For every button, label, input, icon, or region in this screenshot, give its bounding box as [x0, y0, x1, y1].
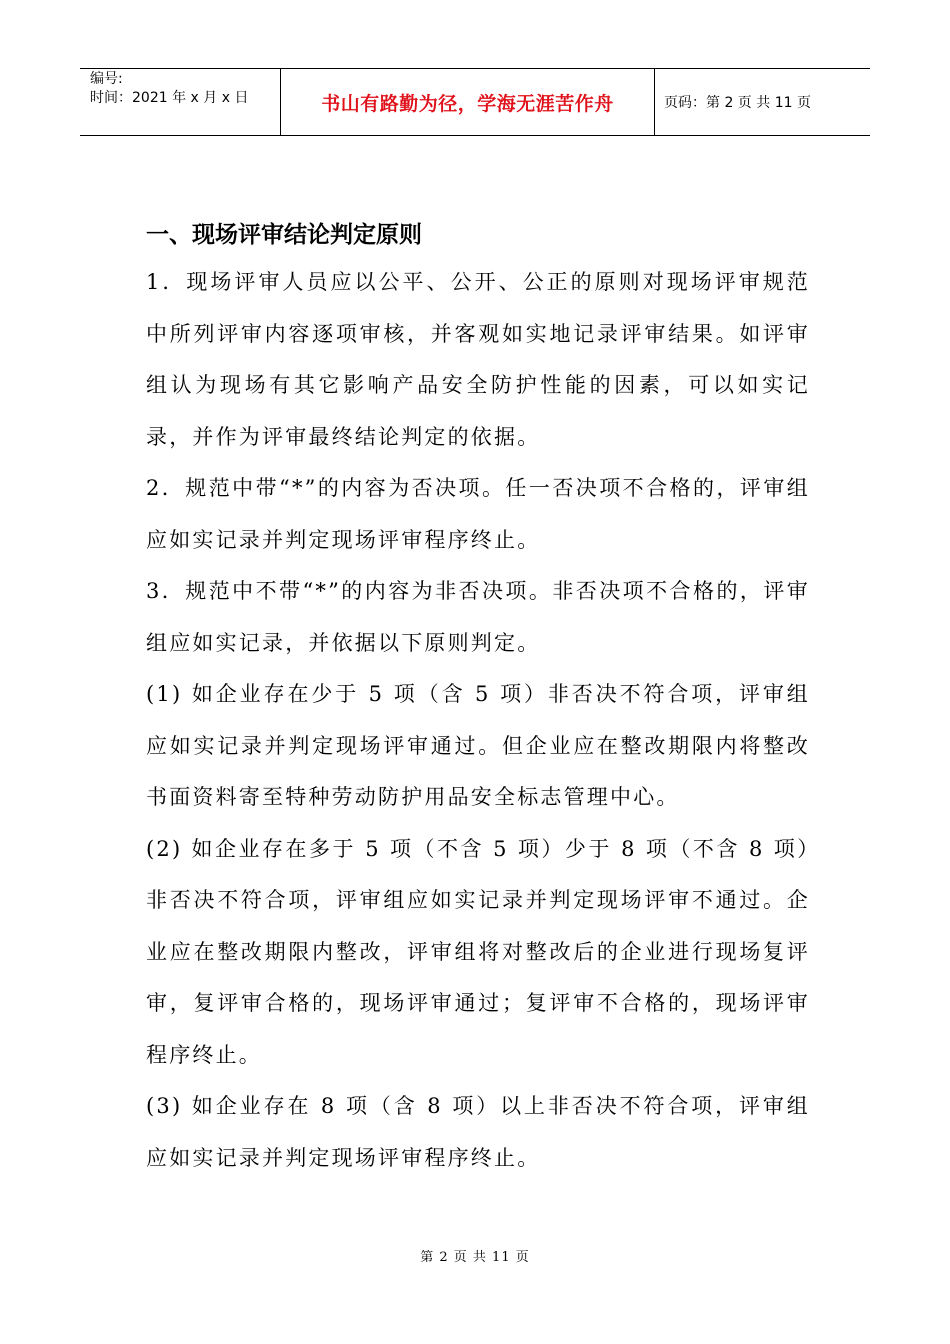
document-time-label: 时间：2021 年 x 月 x 日: [90, 90, 249, 106]
section-title: 一、现场评审结论判定原则: [146, 222, 422, 248]
document-body: [146, 215, 810, 1184]
paragraph-1: 1．现场评审人员应以公平、公开、公正的原则对现场评审规范中所列评审内容逐项审核，并客观如实地记录评审结果。如评审组认为现场有其它影响产品安全防护性能的因素，可以如实记录，并作为评审最终结论判定的依据。: [146, 270, 810, 449]
paragraph-item-2: (2) 如企业存在多于 5 项（不含 5 项）少于 8 项（不含 8 项）非否决不符合项，评审组应如实记录并判定现场评审不通过。企业应在整改期限内整改，评审组将对整改后的企业进行现场复评审，复评审合格的，现场评审通过；复评审不合格的，现场评审程序终止。: [146, 836, 810, 1067]
document-number-label: 编号:: [90, 71, 123, 87]
paragraph-3: 3．规范中不带“*”的内容为非否决项。非否决项不合格的，评审组应如实记录，并依据以下原则判定。: [146, 579, 810, 655]
paragraph-item-3: (3) 如企业存在 8 项（含 8 项）以上非否决不符合项，评审组应如实记录并判定现场评审程序终止。: [146, 1094, 810, 1170]
header-page-label: 页码：第 2 页 共 11 页: [664, 95, 811, 111]
paragraph-2: 2．规范中带“*”的内容为否决项。任一否决项不合格的，评审组应如实记录并判定现场评审程序终止。: [146, 476, 810, 552]
header-motto: 书山有路勤为径，学海无涯苦作舟: [281, 69, 655, 135]
page-footer: 第 2 页 共 11 页: [420, 1250, 530, 1265]
paragraph-item-1: (1) 如企业存在少于 5 项（含 5 项）非否决不符合项，评审组应如实记录并判定现场评审通过。但企业应在整改期限内将整改书面资料寄至特种劳动防护用品安全标志管理中心。: [146, 682, 810, 809]
page-header: [80, 68, 870, 136]
header-meta: [80, 69, 281, 135]
